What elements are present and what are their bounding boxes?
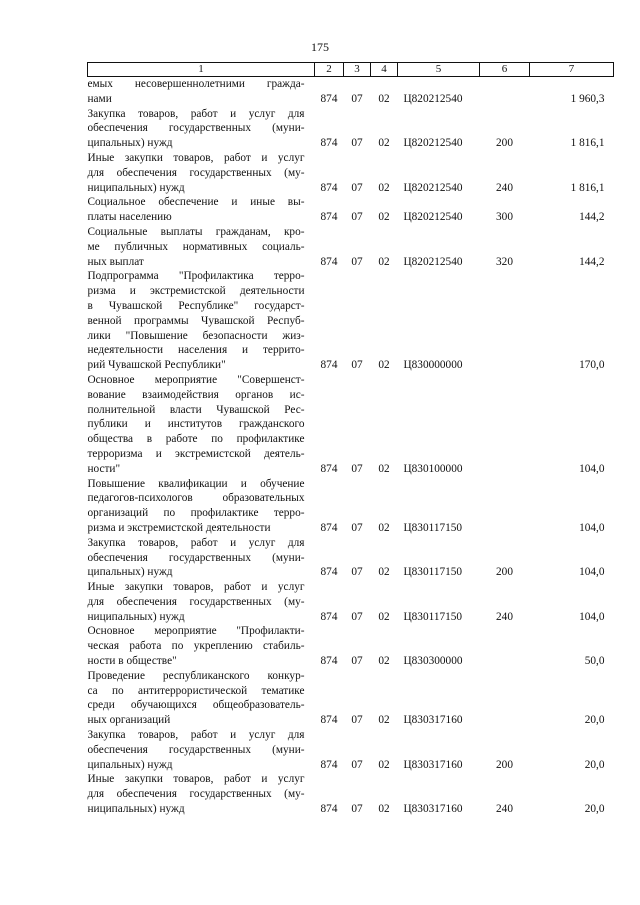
header-col-3: 3 xyxy=(344,63,371,77)
target-article-cell: Ц820212540 xyxy=(403,255,463,268)
ministry-code-cell: 874 xyxy=(320,758,338,771)
target-article-cell: Ц830317160 xyxy=(403,758,463,771)
item-name-line: ности в обществе" xyxy=(87,655,177,668)
section-code-cell: 07 xyxy=(351,803,363,816)
amount-cell: 50,0 xyxy=(584,655,605,668)
item-name-line: ческая работа по укреплению стабиль- xyxy=(87,640,305,653)
table-row xyxy=(88,580,614,624)
subsection-code-cell: 02 xyxy=(378,655,390,668)
item-name-cell xyxy=(88,669,315,728)
item-name-line: организаций по профилактике терро- xyxy=(87,507,305,520)
ministry-code-cell: 874 xyxy=(320,521,338,534)
header-col-1: 1 xyxy=(88,63,315,77)
expense-type-cell xyxy=(480,477,530,536)
amount-cell: 144,2 xyxy=(579,211,605,224)
subsection-code-cell: 02 xyxy=(378,181,390,194)
table-body xyxy=(88,77,614,817)
section-code-cell: 07 xyxy=(351,137,363,150)
ministry-code-cell: 874 xyxy=(320,714,338,727)
item-name-cell xyxy=(88,580,315,624)
item-name-line: Основное мероприятие "Профилакти- xyxy=(87,625,305,638)
expense-type-cell: 240 xyxy=(496,803,513,816)
item-name-line: емых несовершеннолетними гражда- xyxy=(87,78,305,90)
table-row xyxy=(88,269,614,373)
ministry-code-cell: 874 xyxy=(320,566,338,579)
header-col-2: 2 xyxy=(315,63,344,77)
item-name-line: обеспечения государственных (муни- xyxy=(87,743,305,756)
table-row xyxy=(88,107,614,151)
item-name-line: Закупка товаров, работ и услуг для xyxy=(87,107,305,120)
table-row xyxy=(88,225,614,269)
target-article-cell: Ц820212540 xyxy=(403,92,463,105)
subsection-code-cell: 02 xyxy=(378,610,390,623)
item-name-cell xyxy=(88,225,315,269)
section-code-cell: 07 xyxy=(351,566,363,579)
item-name-line: ниципальных) нужд xyxy=(87,610,185,623)
item-name-cell xyxy=(88,772,315,816)
item-name-cell xyxy=(88,195,315,225)
item-name-line: ризма и экстремистской деятельности xyxy=(87,521,271,534)
item-name-line: лики "Повышение безопасности жиз- xyxy=(87,329,305,342)
item-name-line: среди обучающихся общеобразователь- xyxy=(87,699,305,712)
expense-type-cell: 300 xyxy=(496,211,513,224)
table-row xyxy=(88,151,614,195)
subsection-code-cell: 02 xyxy=(378,566,390,579)
item-name-line: в Чувашской Республике" государст- xyxy=(87,299,305,312)
item-name-cell xyxy=(88,624,315,668)
target-article-cell: Ц820212540 xyxy=(403,181,463,194)
table-row xyxy=(88,772,614,816)
section-code-cell: 07 xyxy=(351,655,363,668)
amount-cell: 104,0 xyxy=(579,462,605,475)
target-article-cell: Ц830300000 xyxy=(403,655,463,668)
item-name-line: ризма и экстремистской деятельности xyxy=(87,285,305,298)
expense-type-cell: 240 xyxy=(496,610,513,623)
ministry-code-cell: 874 xyxy=(320,92,338,105)
target-article-cell: Ц820212540 xyxy=(403,211,463,224)
item-name-line: ниципальных) нужд xyxy=(87,181,185,194)
amount-cell: 144,2 xyxy=(579,255,605,268)
amount-cell: 1 816,1 xyxy=(570,181,605,194)
item-name-line: терроризма и экстремистской деятель- xyxy=(87,447,305,460)
amount-cell: 104,0 xyxy=(579,610,605,623)
section-code-cell: 07 xyxy=(351,255,363,268)
section-code-cell: 07 xyxy=(351,714,363,727)
header-col-4: 4 xyxy=(371,63,398,77)
item-name-line: платы населению xyxy=(87,211,172,224)
item-name-line: ципальных) нужд xyxy=(87,137,173,150)
table-row xyxy=(88,373,614,477)
subsection-code-cell: 02 xyxy=(378,137,390,150)
table-row xyxy=(88,669,614,728)
section-code-cell: 07 xyxy=(351,92,363,105)
subsection-code-cell: 02 xyxy=(378,758,390,771)
amount-cell: 170,0 xyxy=(579,359,605,372)
section-code-cell: 07 xyxy=(351,521,363,534)
item-name-line: ниципальных) нужд xyxy=(87,803,185,816)
section-code-cell: 07 xyxy=(351,359,363,372)
item-name-line: Иные закупки товаров, работ и услуг xyxy=(87,773,305,786)
item-name-line: обеспечения государственных (муни- xyxy=(87,122,305,135)
expense-type-cell: 200 xyxy=(496,566,513,579)
section-code-cell: 07 xyxy=(351,462,363,475)
subsection-code-cell: 02 xyxy=(378,521,390,534)
ministry-code-cell: 874 xyxy=(320,137,338,150)
ministry-code-cell: 874 xyxy=(320,610,338,623)
amount-cell: 20,0 xyxy=(584,758,605,771)
expense-type-cell xyxy=(480,77,530,107)
target-article-cell: Ц830117150 xyxy=(403,521,463,534)
page-number: 175 xyxy=(311,40,329,54)
amount-cell: 1 960,3 xyxy=(570,92,605,105)
item-name-cell xyxy=(88,728,315,772)
ministry-code-cell: 874 xyxy=(320,359,338,372)
item-name-line: ных организаций xyxy=(87,714,171,727)
item-name-line: вование взаимодействия органов ис- xyxy=(87,388,305,401)
expense-type-cell xyxy=(480,373,530,477)
header-col-5: 5 xyxy=(398,63,480,77)
budget-table xyxy=(87,62,614,817)
item-name-line: Иные закупки товаров, работ и услуг xyxy=(87,581,305,594)
amount-cell: 104,0 xyxy=(579,521,605,534)
expense-type-cell xyxy=(480,669,530,728)
target-article-cell: Ц830100000 xyxy=(403,462,463,475)
item-name-line: ных выплат xyxy=(87,255,144,268)
item-name-line: недеятельности населения и террито- xyxy=(87,344,305,357)
item-name-line: педагогов-психологов образовательных xyxy=(87,492,305,505)
table-row xyxy=(88,477,614,536)
target-article-cell: Ц830117150 xyxy=(403,610,463,623)
subsection-code-cell: 02 xyxy=(378,211,390,224)
expense-type-cell: 200 xyxy=(496,758,513,771)
item-name-line: Социальные выплаты гражданам, кро- xyxy=(87,225,305,238)
amount-cell: 20,0 xyxy=(584,714,605,727)
table-row xyxy=(88,536,614,580)
item-name-line: Социальное обеспечение и иные вы- xyxy=(87,196,305,209)
item-name-line: для обеспечения государственных (му- xyxy=(87,595,305,608)
header-col-6: 6 xyxy=(480,63,530,77)
item-name-cell xyxy=(88,373,315,477)
item-name-line: ципальных) нужд xyxy=(87,758,173,771)
item-name-line: ности" xyxy=(87,462,121,475)
expense-type-cell xyxy=(480,269,530,373)
item-name-cell xyxy=(88,477,315,536)
expense-type-cell: 320 xyxy=(496,255,513,268)
header-col-7: 7 xyxy=(530,63,614,77)
item-name-line: Закупка товаров, работ и услуг для xyxy=(87,536,305,549)
item-name-cell xyxy=(88,77,315,107)
expense-type-cell xyxy=(480,624,530,668)
item-name-line: са по антитеррористической тематике xyxy=(87,684,305,697)
subsection-code-cell: 02 xyxy=(378,255,390,268)
item-name-cell xyxy=(88,107,315,151)
item-name-line: полнительной власти Чувашской Рес- xyxy=(87,403,305,416)
header-row xyxy=(88,63,614,77)
subsection-code-cell: 02 xyxy=(378,803,390,816)
item-name-line: Основное мероприятие "Совершенст- xyxy=(87,373,305,386)
item-name-cell xyxy=(88,269,315,373)
table-header xyxy=(88,63,614,77)
table-row xyxy=(88,77,614,107)
item-name-line: для обеспечения государственных (му- xyxy=(87,788,305,801)
item-name-line: общества в работе по профилактике xyxy=(87,433,305,446)
table-row xyxy=(88,195,614,225)
item-name-line: Повышение квалификации и обучение xyxy=(87,477,305,490)
section-code-cell: 07 xyxy=(351,758,363,771)
ministry-code-cell: 874 xyxy=(320,255,338,268)
target-article-cell: Ц830117150 xyxy=(403,566,463,579)
item-name-cell xyxy=(88,536,315,580)
ministry-code-cell: 874 xyxy=(320,803,338,816)
subsection-code-cell: 02 xyxy=(378,714,390,727)
item-name-line: обеспечения государственных (муни- xyxy=(87,551,305,564)
item-name-line: ме публичных нормативных социаль- xyxy=(87,240,305,253)
item-name-line: Иные закупки товаров, работ и услуг xyxy=(87,151,305,164)
item-name-line: ципальных) нужд xyxy=(87,566,173,579)
target-article-cell: Ц830317160 xyxy=(403,714,463,727)
target-article-cell: Ц830000000 xyxy=(403,359,463,372)
amount-cell: 104,0 xyxy=(579,566,605,579)
item-name-line: для обеспечения государственных (му- xyxy=(87,166,305,179)
item-name-line: венной программы Чувашской Респуб- xyxy=(87,314,305,327)
item-name-line: рий Чувашской Республики" xyxy=(87,359,226,372)
amount-cell: 20,0 xyxy=(584,803,605,816)
item-name-line: Закупка товаров, работ и услуг для xyxy=(87,729,305,742)
item-name-line: нами xyxy=(87,92,112,105)
ministry-code-cell: 874 xyxy=(320,181,338,194)
subsection-code-cell: 02 xyxy=(378,462,390,475)
target-article-cell: Ц830317160 xyxy=(403,803,463,816)
table-row xyxy=(88,728,614,772)
subsection-code-cell: 02 xyxy=(378,359,390,372)
expense-type-cell: 240 xyxy=(496,181,513,194)
ministry-code-cell: 874 xyxy=(320,462,338,475)
item-name-line: публики и институтов гражданского xyxy=(87,418,305,431)
item-name-cell xyxy=(88,151,315,195)
item-name-line: Подпрограмма "Профилактика терро- xyxy=(87,270,305,283)
section-code-cell: 07 xyxy=(351,181,363,194)
expense-type-cell: 200 xyxy=(496,137,513,150)
subsection-code-cell: 02 xyxy=(378,92,390,105)
section-code-cell: 07 xyxy=(351,211,363,224)
item-name-line: Проведение республиканского конкур- xyxy=(87,669,305,682)
amount-cell: 1 816,1 xyxy=(570,137,605,150)
section-code-cell: 07 xyxy=(351,610,363,623)
ministry-code-cell: 874 xyxy=(320,211,338,224)
target-article-cell: Ц820212540 xyxy=(403,137,463,150)
ministry-code-cell: 874 xyxy=(320,655,338,668)
table-row xyxy=(88,624,614,668)
